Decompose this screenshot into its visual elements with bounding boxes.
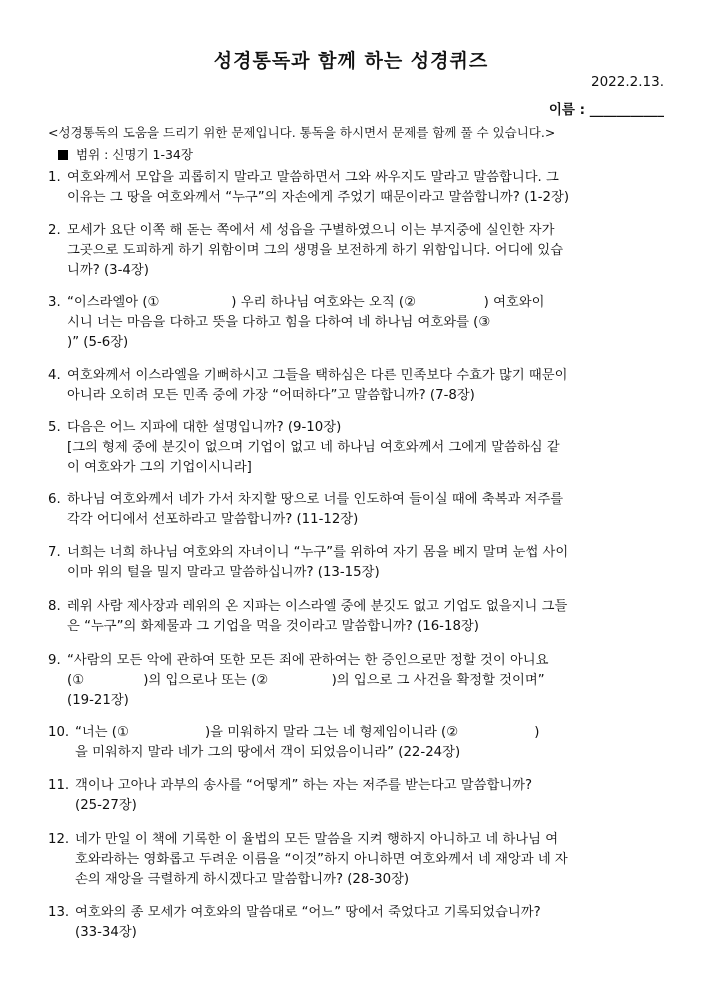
question-number: 1. [48, 170, 61, 185]
question-4 [48, 366, 668, 406]
question-line: “사람의 모든 악에 관하여 또한 모든 죄에 관하여는 한 증인으로만 정할 것이 아니요 [67, 653, 549, 668]
question-3 [48, 293, 668, 353]
question-number: 3. [48, 295, 61, 310]
question-line: 손의 재앙을 극렬하게 하시겠다고 말씀합니까? (28-30장) [75, 872, 410, 887]
question-line: 여호와께서 이스라엘을 기뻐하시고 그들을 택하심은 다른 민족보다 수효가 많기 때문이 [67, 368, 568, 383]
question-line: 다음은 어느 지파에 대한 설명입니까? (9-10장) [67, 420, 342, 435]
question-5 [48, 418, 668, 478]
square-bullet-icon [58, 150, 68, 160]
question-12 [48, 830, 668, 890]
question-line: 레위 사람 제사장과 레위의 온 지파는 이스라엘 중에 분깃도 없고 기업도 없을지니 그들 [67, 599, 568, 614]
question-line: 은 “누구”의 화제물과 그 기업을 먹을 것이라고 말씀합니까? (16-18장) [67, 619, 479, 634]
question-number: 11. [48, 778, 70, 793]
question-line: “너는 (① )을 미워하지 말라 그는 네 형제임이니라 (② ) [75, 725, 540, 740]
scope-line [58, 145, 193, 163]
question-8 [48, 597, 668, 637]
question-line: 이유는 그 땅을 여호와께서 “누구”의 자손에게 주었기 때문이라고 말씀합니까? (1-2장) [67, 190, 570, 205]
question-line: (19-21장) [67, 693, 129, 708]
question-number: 6. [48, 492, 61, 507]
question-7 [48, 543, 668, 583]
question-11 [48, 776, 668, 816]
question-6 [48, 490, 668, 530]
question-line: (25-27장) [75, 798, 137, 813]
question-line: )” (5-6장) [67, 335, 129, 350]
question-10 [48, 723, 668, 763]
question-line: “이스라엘아 (① ) 우리 하나님 여호와는 오직 (② ) 여호와이 [67, 295, 545, 310]
question-line: (① )의 입으로나 또는 (② )의 입으로 그 사건을 확정할 것이며” [67, 673, 545, 688]
question-line: 모세가 요단 이쪽 해 돋는 쪽에서 세 성읍을 구별하였으니 이는 부지중에 실인한 자가 [67, 223, 555, 238]
question-number: 9. [48, 653, 61, 668]
question-13 [48, 903, 668, 943]
quiz-date: 2022.2.13. [591, 74, 664, 90]
question-line: 여호와께서 모압을 괴롭히지 말라고 말씀하면서 그와 싸우지도 말라고 말씀합니다. 그 [67, 170, 559, 185]
question-line: 이 여호와가 그의 기업이시니라] [67, 460, 252, 475]
question-line: 이마 위의 털을 밀지 말라고 말씀하십니까? (13-15장) [67, 565, 380, 580]
question-line: 여호와의 종 모세가 여호와의 말씀대로 “어느” 땅에서 죽었다고 기록되었습니까? [75, 905, 541, 920]
question-1 [48, 168, 668, 208]
question-2 [48, 221, 668, 281]
question-number: 8. [48, 599, 61, 614]
question-line: (33-34장) [75, 925, 137, 940]
question-number: 13. [48, 905, 70, 920]
intro-text: <성경통독의 도움을 드리기 위한 문제입니다. 통독을 하시면서 문제를 함께 풀 수 있습니다.> [48, 125, 556, 140]
question-line: 너희는 너희 하나님 여호와의 자녀이니 “누구”를 위하여 자기 몸을 베지 말며 눈썹 사이 [67, 545, 569, 560]
question-number: 7. [48, 545, 61, 560]
name-field-label: 이름 : ___________ [548, 102, 664, 118]
question-line: 하나님 여호와께서 네가 가서 차지할 땅으로 너를 인도하여 들이실 때에 축복과 저주를 [67, 492, 564, 507]
question-line: 니까? (3-4장) [67, 263, 149, 278]
question-number: 12. [48, 832, 70, 847]
question-line: [그의 형제 중에 분깃이 없으며 기업이 없고 네 하나님 여호와께서 그에게 말씀하심 같 [67, 440, 560, 455]
question-line: 각각 어디에서 선포하라고 말씀합니까? (11-12장) [67, 512, 359, 527]
question-line: 시니 너는 마음을 다하고 뜻을 다하고 힘을 다하여 네 하나님 여호와를 (③ [67, 315, 491, 330]
question-number: 10. [48, 725, 70, 740]
question-line: 을 미워하지 말라 네가 그의 땅에서 객이 되었음이니라” (22-24장) [75, 745, 461, 760]
scope-text: 범위 : 신명기 1-34장 [76, 147, 193, 162]
question-number: 4. [48, 368, 61, 383]
page-title: 성경통독과 함께 하는 성경퀴즈 [213, 50, 489, 72]
question-9 [48, 651, 668, 711]
question-number: 5. [48, 420, 61, 435]
question-line: 그곳으로 도피하게 하기 위함이며 그의 생명을 보전하게 하기 위함입니다. 어디에 있습 [67, 243, 564, 258]
question-line: 객이나 고아나 과부의 송사를 “어떻게” 하는 자는 저주를 받는다고 말씀합니까? [75, 778, 533, 793]
question-number: 2. [48, 223, 61, 238]
question-line: 네가 만일 이 책에 기록한 이 율법의 모든 말씀을 지켜 행하지 아니하고 네 하나님 여 [75, 832, 559, 847]
question-line: 아니라 오히려 모든 민족 중에 가장 “어떠하다”고 말씀합니까? (7-8장) [67, 388, 475, 403]
question-line: 호와라하는 영화롭고 두려운 이름을 “이것”하지 아니하면 여호와께서 네 재앙과 네 자 [75, 852, 568, 867]
